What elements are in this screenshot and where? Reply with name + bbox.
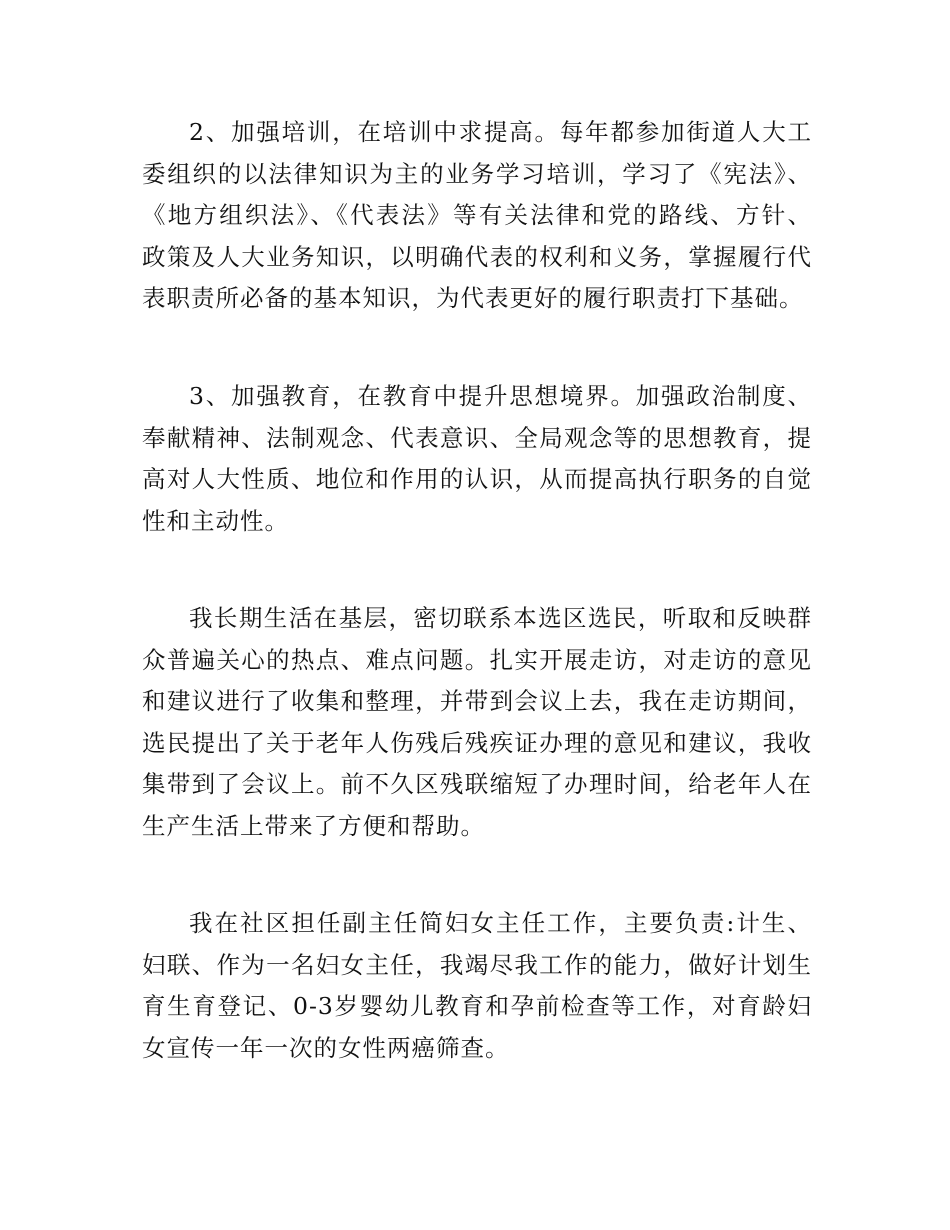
paragraph-line: 育生育登记、0-3岁婴幼儿教育和孕前检查等工作，对育龄妇 <box>142 992 812 1020</box>
paragraph-line: 我长期生活在基层，密切联系本选区选民，听取和反映群 <box>189 604 812 632</box>
paragraph-line: 2、加强培训，在培训中求提高。每年都参加街道人大工 <box>189 118 812 146</box>
paragraph-community-work <box>142 903 812 1069</box>
paragraph-line: 女宣传一年一次的女性两癌筛查。 <box>142 1033 510 1062</box>
paragraph-line: 3、加强教育，在教育中提升思想境界。加强政治制度、 <box>189 382 812 410</box>
paragraph-line: 《地方组织法》、《代表法》等有关法律和党的路线、方针、 <box>142 201 812 229</box>
paragraph-line: 我在社区担任副主任简妇女主任工作，主要负责:计生、 <box>189 909 812 937</box>
paragraph-line: 妇联、作为一名妇女主任，我竭尽我工作的能力，做好计划生 <box>142 950 812 979</box>
paragraph-line: 选民提出了关于老年人伤残后残疾证办理的意见和建议，我收 <box>142 728 812 757</box>
paragraph-line: 表职责所必备的基本知识，为代表更好的履行职责打下基础。 <box>142 284 804 312</box>
paragraph-line: 高对人大性质、地位和作用的认识，从而提高执行职务的自觉 <box>142 465 812 493</box>
paragraph-grassroots <box>142 598 812 847</box>
paragraph-line: 奉献精神、法制观念、代表意识、全局观念等的思想教育，提 <box>142 423 812 452</box>
paragraph-training <box>142 112 812 320</box>
paragraph-line: 性和主动性。 <box>142 506 289 535</box>
paragraph-line: 和建议进行了收集和整理，并带到会议上去，我在走访期间， <box>142 687 812 715</box>
paragraph-line: 生产生活上带来了方便和帮助。 <box>142 811 485 840</box>
paragraph-line: 众普遍关心的热点、难点问题。扎实开展走访，对走访的意见 <box>142 645 812 674</box>
paragraph-education <box>142 376 812 542</box>
paragraph-line: 委组织的以法律知识为主的业务学习培训，学习了《宪法》、 <box>142 159 812 188</box>
paragraph-line: 集带到了会议上。前不久区残联缩短了办理时间，给老年人在 <box>142 770 812 798</box>
paragraph-line: 政策及人大业务知识，以明确代表的权利和义务，掌握履行代 <box>142 242 812 271</box>
